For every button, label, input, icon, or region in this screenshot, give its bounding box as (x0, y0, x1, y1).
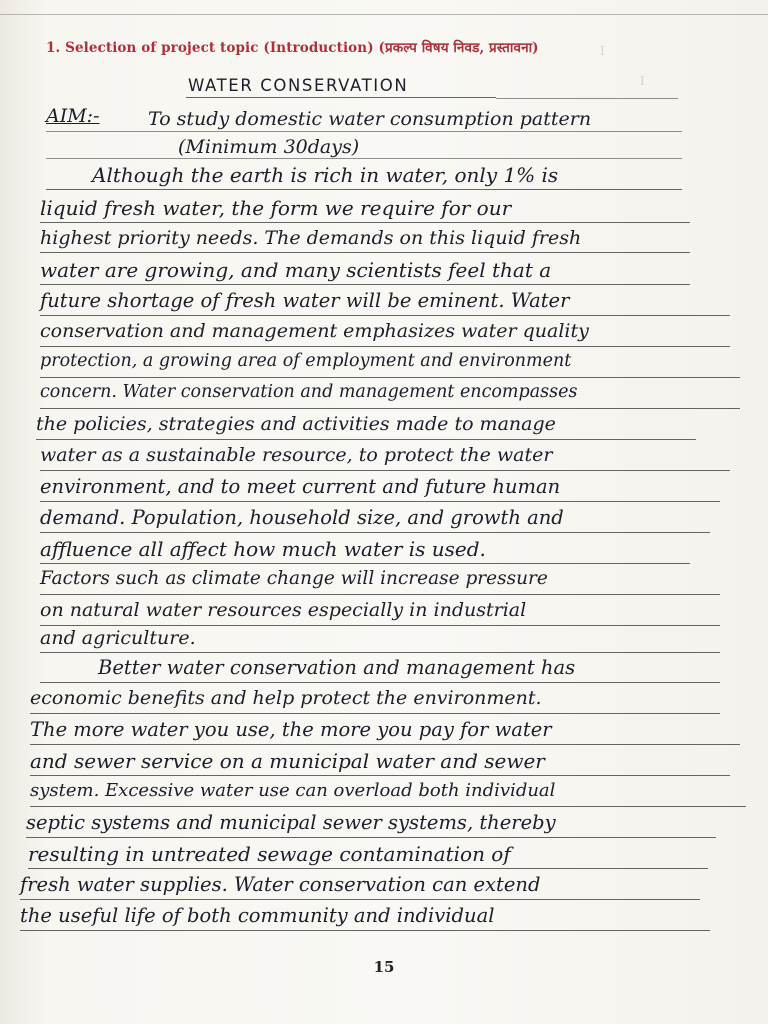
document-title: WATER CONSERVATION (188, 76, 409, 95)
aim-duration: (Minimum 30days) (178, 136, 360, 158)
text-line: protection, a growing area of employment and environment (40, 351, 572, 371)
ruled-line (30, 775, 730, 776)
text-line: system. Excessive water use can overload both individual (30, 780, 556, 801)
text-line: economic benefits and help protect the environment. (30, 687, 542, 709)
ruled-line (20, 930, 710, 931)
ruled-line (40, 652, 720, 653)
text-line: water as a sustainable resource, to protect the water (40, 444, 553, 466)
ruled-line (40, 563, 690, 564)
aim-label: AIM:- (46, 105, 100, 127)
text-line: resulting in untreated sewage contamination of (28, 842, 511, 866)
text-line: Better water conservation and management has (98, 656, 576, 679)
text-line: Although the earth is rich in water, only 1% is (92, 163, 559, 187)
text-line: affluence all affect how much water is used. (40, 537, 486, 561)
ruled-line (40, 377, 740, 378)
page-number: 15 (373, 958, 395, 976)
ruled-line (20, 899, 700, 900)
ruled-line (26, 837, 716, 838)
text-line: environment, and to meet current and future human (40, 475, 561, 498)
ruled-line (40, 222, 690, 223)
ruled-line (46, 131, 682, 132)
text-line: fresh water supplies. Water conservation can extend (20, 873, 541, 896)
ruled-line (40, 470, 730, 471)
ruled-line (40, 625, 720, 626)
section-heading: 1. Selection of project topic (Introduction) (प्रकल्प विषय निवड, प्रस्तावना) (46, 40, 539, 56)
ruled-line (46, 158, 682, 159)
ruled-line (40, 252, 690, 253)
ruled-line (28, 868, 708, 869)
text-line: future shortage of fresh water will be eminent. Water (40, 289, 570, 312)
ruled-line (40, 408, 740, 409)
text-line: highest priority needs. The demands on this liquid fresh (40, 227, 582, 249)
ruled-line (30, 713, 720, 714)
ruled-line (40, 532, 710, 533)
text-line: water are growing, and many scientists feel that a (40, 258, 552, 282)
ruled-line (46, 189, 682, 190)
text-line: and sewer service on a municipal water and sewer (30, 749, 545, 773)
ruled-line (30, 806, 746, 807)
aim-text: To study domestic water consumption pattern (148, 108, 592, 130)
show-through-text: I (640, 74, 645, 88)
text-line: liquid fresh water, the form we require for our (40, 196, 512, 220)
ruled-line (40, 594, 720, 595)
text-line: The more water you use, the more you pay for water (30, 718, 552, 741)
show-through-text: I (600, 44, 605, 58)
text-line: Factors such as climate change will increase pressure (40, 568, 548, 589)
page-top-edge (0, 14, 768, 15)
text-line: conservation and management emphasizes water quality (40, 320, 589, 342)
text-line: the useful life of both community and individual (20, 904, 495, 927)
text-line: septic systems and municipal sewer systems, thereby (26, 811, 556, 834)
ruled-line (40, 346, 730, 347)
ruled-line (496, 98, 678, 99)
ruled-line (30, 744, 740, 745)
ruled-line (40, 682, 720, 683)
text-line: concern. Water conservation and management encompasses (40, 382, 578, 402)
ruled-line (40, 501, 720, 502)
title-underline (186, 97, 496, 98)
text-line: on natural water resources especially in industrial (40, 599, 527, 621)
ruled-line (40, 315, 730, 316)
ruled-line (36, 439, 696, 440)
text-line: demand. Population, household size, and growth and (40, 506, 564, 529)
text-line: and agriculture. (40, 627, 196, 649)
text-line: the policies, strategies and activities made to manage (36, 413, 556, 435)
ruled-line (40, 284, 690, 285)
